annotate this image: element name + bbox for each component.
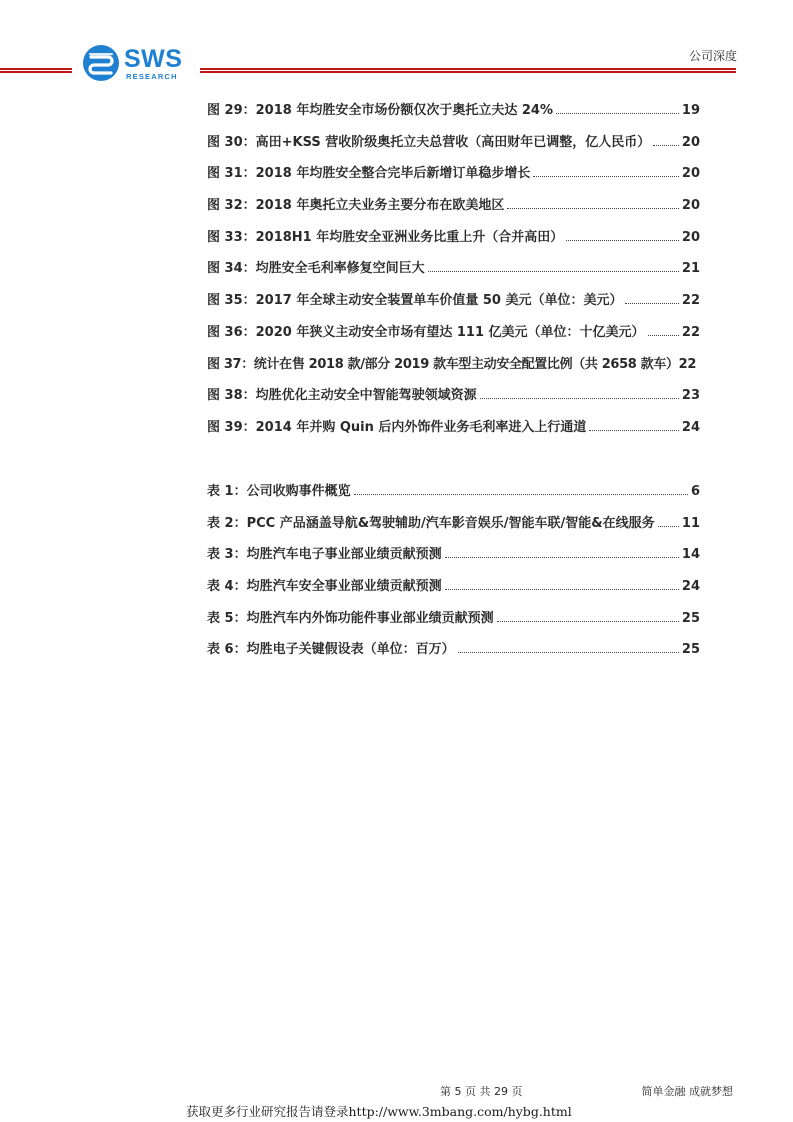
table-entry-page: 14: [681, 547, 700, 563]
figure-entry[interactable]: [207, 353, 700, 385]
figure-entry-page: 20: [681, 134, 700, 150]
dot-leader: [648, 324, 679, 336]
dot-leader: [625, 292, 678, 304]
page-number: 第 5 页 共 29 页: [440, 1085, 523, 1098]
table-entry-page: 25: [681, 642, 700, 658]
dot-leader: [458, 642, 679, 654]
footer-watermark-link[interactable]: 获取更多行业研究报告请登录http://www.3mbang.com/hybg.html: [186, 1104, 572, 1119]
table-entry[interactable]: [207, 543, 700, 575]
header-rule-left: [0, 68, 72, 75]
dot-leader: [589, 419, 679, 431]
table-entry-label: 表 6：均胜电子关键假设表（单位：百万）: [207, 642, 455, 658]
figure-entry-page: 24: [681, 419, 700, 435]
dot-leader: [480, 388, 679, 400]
table-entry-page: 24: [681, 579, 700, 595]
figure-entry-label: 图 38：均胜优化主动安全中智能驾驶领域资源: [207, 388, 477, 404]
figure-index: [207, 99, 700, 448]
figure-entry-page: 20: [681, 198, 700, 214]
figure-entry-label: 图 37：统计在售 2018 款/部分 2019 款车型主动安全配置比例（共 2658 款车）: [207, 356, 679, 372]
dot-leader: [533, 166, 679, 178]
table-entry-label: 表 5：均胜汽车内外饰功能件事业部业绩贡献预测: [207, 610, 494, 626]
dot-leader: [658, 515, 679, 527]
figure-entry-page: 19: [681, 103, 700, 118]
logo-subtext: RESEARCH: [126, 72, 178, 81]
table-entry-page: 25: [681, 610, 700, 626]
table-entry-label: 表 4：均胜汽车安全事业部业绩贡献预测: [207, 579, 442, 595]
table-entry-label: 表 1：公司收购事件概览: [207, 484, 351, 499]
dot-leader: [354, 483, 688, 495]
figure-entry-page: 22: [678, 356, 697, 372]
dot-leader: [445, 547, 679, 559]
figure-entry-page: 22: [681, 324, 700, 340]
table-entry[interactable]: [207, 575, 700, 607]
table-entry[interactable]: [207, 512, 700, 544]
footer-slogan: 简单金融 成就梦想: [641, 1085, 733, 1098]
table-entry-label: 表 3：均胜汽车电子事业部业绩贡献预测: [207, 547, 442, 563]
table-entry-label: 表 2：PCC 产品涵盖导航&驾驶辅助/汽车影音娱乐/智能车联/智能&在线服务: [207, 515, 655, 531]
figure-entry[interactable]: [207, 416, 700, 448]
figure-entry-page: 22: [681, 293, 700, 309]
logo-wordmark: SWS: [124, 45, 183, 73]
table-entry[interactable]: [207, 607, 700, 639]
figure-entry-page: 20: [681, 229, 700, 245]
table-entry[interactable]: [207, 480, 700, 512]
figure-entry[interactable]: [207, 99, 700, 131]
figure-entry[interactable]: [207, 384, 700, 416]
figure-entry-label: 图 35：2017 年全球主动安全装置单车价值量 50 美元（单位：美元）: [207, 293, 623, 309]
sws-logo-mark-icon: [82, 44, 120, 82]
figure-entry-label: 图 39：2014 年并购 Quin 后内外饰件业务毛利率进入上行通道: [207, 419, 587, 435]
figure-entry[interactable]: [207, 289, 700, 321]
table-index: [207, 480, 700, 670]
dot-leader: [428, 261, 679, 273]
table-entry-page: 11: [681, 515, 700, 531]
table-entry[interactable]: [207, 638, 700, 670]
table-entry-page: 6: [690, 484, 700, 499]
sws-logo: [82, 44, 192, 84]
dot-leader: [653, 134, 679, 146]
figure-entry-label: 图 31：2018 年均胜安全整合完毕后新增订单稳步增长: [207, 166, 531, 182]
header-rule-right: [200, 68, 736, 75]
figure-entry-page: 21: [681, 261, 700, 277]
dot-leader: [445, 578, 679, 590]
figure-entry[interactable]: [207, 226, 700, 258]
figure-entry[interactable]: [207, 257, 700, 289]
figure-entry-label: 图 30：高田+KSS 营收阶级奥托立夫总营收（高田财年已调整，亿人民币）: [207, 134, 651, 150]
dot-leader: [566, 229, 679, 241]
figure-entry-page: 20: [681, 166, 700, 182]
figure-entry-label: 图 32：2018 年奥托立夫业务主要分布在欧美地区: [207, 198, 505, 214]
figure-entry-label: 图 34：均胜安全毛利率修复空间巨大: [207, 261, 425, 277]
figure-entry[interactable]: [207, 131, 700, 163]
figure-entry-label: 图 36：2020 年狭义主动安全市场有望达 111 亿美元（单位：十亿美元）: [207, 324, 645, 340]
figure-entry[interactable]: [207, 194, 700, 226]
figure-entry[interactable]: [207, 321, 700, 353]
page-header: [0, 0, 793, 90]
dot-leader: [497, 610, 679, 622]
dot-leader: [507, 197, 679, 209]
figure-entry[interactable]: [207, 162, 700, 194]
figure-entry-label: 图 33：2018H1 年均胜安全亚洲业务比重上升（合并高田）: [207, 229, 564, 245]
doc-type-label: 公司深度: [688, 49, 737, 63]
figure-entry-label: 图 29：2018 年均胜安全市场份额仅次于奥托立夫达 24%: [207, 103, 553, 118]
dot-leader: [556, 102, 679, 114]
figure-entry-page: 23: [681, 388, 700, 404]
